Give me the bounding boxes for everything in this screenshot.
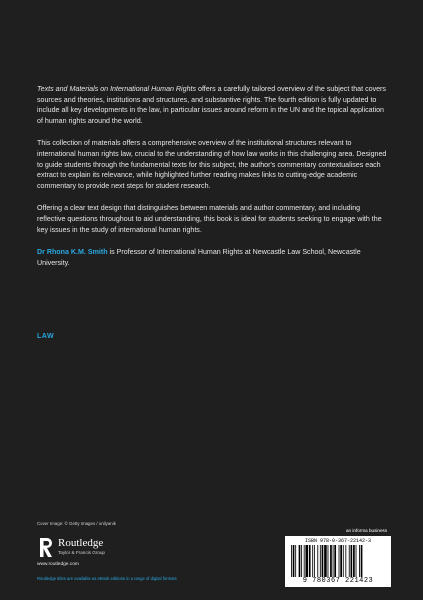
description-paragraph-1-text: offers a carefully tailored overview of the subject that covers sources and theories, institutions and structures, and substantive rights. The fourth edition is fully updated to include all key developments in the law, in particular issues around reform in the UN and the topical application of human rights around the world.	[37, 85, 386, 125]
barcode-digits: 9 780367 221423	[302, 577, 374, 585]
informa-label: an informa business	[346, 528, 388, 533]
book-title-inline: Texts and Materials on International Human Rights	[37, 85, 197, 93]
barcode-icon	[291, 545, 385, 577]
description-paragraph-2: This collection of materials offers a comprehensive overview of the institutional structures relevant to international human rights law, crucial to the understanding of how law works in this challenging area. Designed to guide students through the fundamental texts for this subject, the author's commentary contextualises each extract to explain its relevance, while highlighted further reading makes links to cutting-edge academic commentary to provide next steps for student research.	[37, 139, 387, 190]
publisher-name: Routledge	[58, 537, 104, 549]
author-bio	[37, 247, 387, 268]
description-paragraph-1	[37, 84, 387, 126]
description-paragraph-3: Offering a clear text design that distinguishes between materials and author commentary, and including reflective questions throughout to aid understanding, this book is ideal for students seeking to engage with the key issues in the study of international human rights.	[37, 204, 382, 234]
subject-label: LAW	[37, 333, 55, 340]
ebook-note: Routledge titles are available as eBook editions in a range of digital formats	[37, 576, 177, 581]
author-bio-text: is Professor of International Human Rights at Newcastle Law School, Newcastle University.	[37, 248, 361, 267]
cover-credit: Cover Image: © Getty Images / onilyanik	[37, 521, 116, 526]
publisher-subtitle: Taylor & Francis Group	[58, 550, 105, 555]
routledge-logo-icon	[37, 537, 54, 558]
publisher-website: www.routledge.com	[37, 562, 79, 567]
barcode-panel	[285, 536, 391, 587]
description-block	[37, 84, 387, 280]
author-name: Dr Rhona K.M. Smith	[37, 248, 108, 257]
isbn-label: ISBN 978-0-367-22142-3	[304, 538, 371, 544]
